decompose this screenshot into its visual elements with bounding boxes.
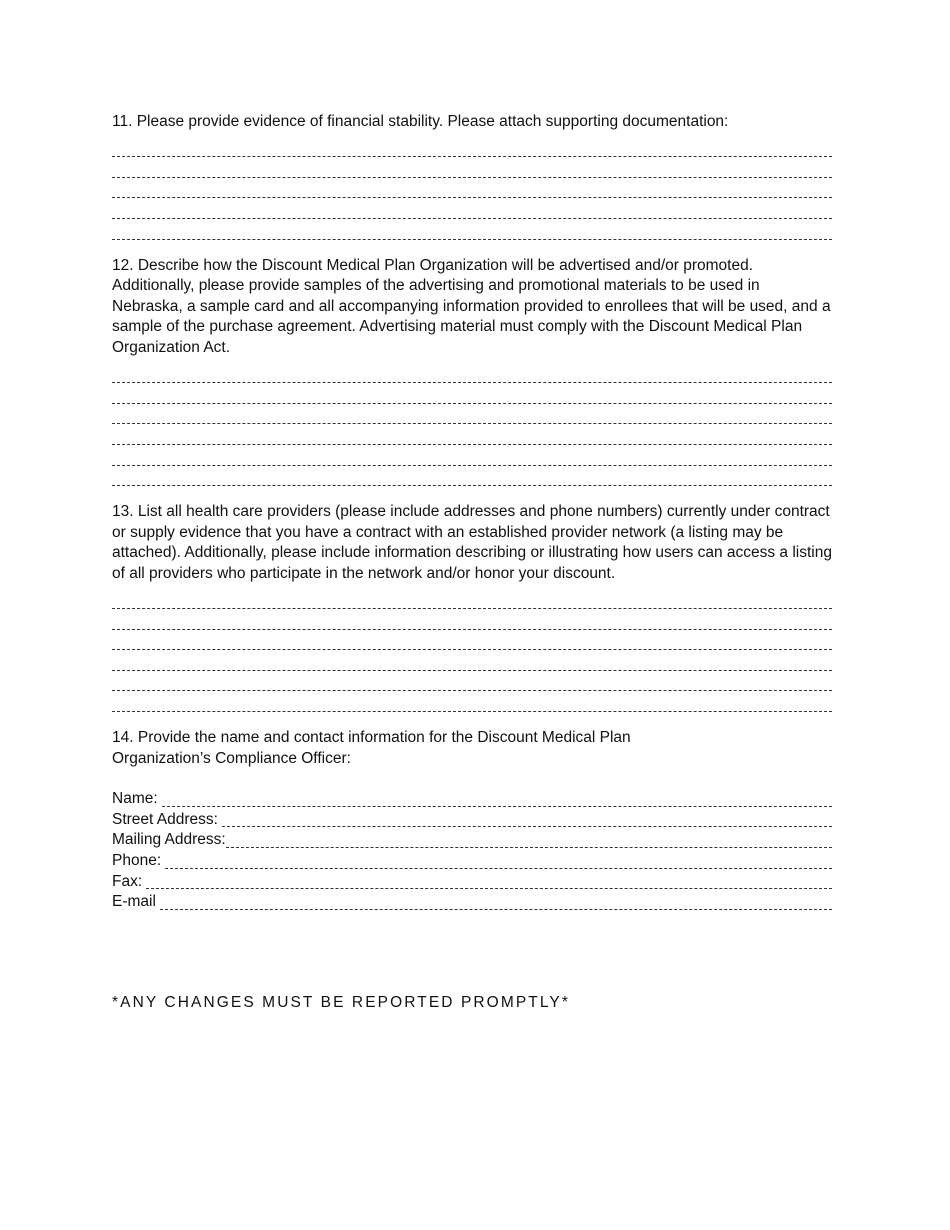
- email-label: E-mail: [112, 893, 156, 911]
- answer-line[interactable]: [112, 588, 832, 609]
- name-field[interactable]: [112, 789, 832, 810]
- answer-line[interactable]: [112, 404, 832, 425]
- mailing-address-field[interactable]: [112, 830, 832, 851]
- street-address-field[interactable]: [112, 810, 832, 831]
- name-label: Name:: [112, 790, 158, 808]
- answer-line[interactable]: [112, 466, 832, 487]
- answer-line[interactable]: [112, 178, 832, 199]
- answer-line[interactable]: [112, 363, 832, 384]
- answer-line[interactable]: [112, 137, 832, 158]
- mailing-address-input-line[interactable]: [226, 847, 832, 848]
- phone-field[interactable]: [112, 851, 832, 872]
- answer-line[interactable]: [112, 609, 832, 630]
- answer-line[interactable]: [112, 198, 832, 219]
- email-input-line[interactable]: [160, 909, 832, 910]
- phone-input-line[interactable]: [165, 868, 832, 869]
- answer-line[interactable]: [112, 157, 832, 178]
- spacer: [112, 240, 832, 256]
- fax-input-line[interactable]: [146, 888, 832, 889]
- answer-line[interactable]: [112, 650, 832, 671]
- form-page: [112, 112, 832, 913]
- street-address-input-line[interactable]: [222, 826, 832, 827]
- spacer: [112, 712, 832, 728]
- question-12-answer-area[interactable]: [112, 363, 832, 487]
- answer-line[interactable]: [112, 445, 832, 466]
- answer-line[interactable]: [112, 383, 832, 404]
- answer-line[interactable]: [112, 424, 832, 445]
- street-address-label: Street Address:: [112, 810, 218, 828]
- answer-line[interactable]: [112, 691, 832, 712]
- name-input-line[interactable]: [162, 806, 832, 807]
- phone-label: Phone:: [112, 852, 162, 869]
- question-13-text: 13. List all health care providers (please include addresses and phone numbers) currently under contract or supply evidence that you have a contract with an established provider network (a listing may be attached). Additionally, please include information describing or illustrating how users can access a listing of all providers who participate in the network and/or honor your discount.: [112, 503, 832, 582]
- question-12-text: 12. Describe how the Discount Medical Plan Organization will be advertised and/or promoted. Additionally, please provide samples of the advertising and promotional materials to be used in Nebraska, a sample card and all accompanying information provided to enrollees that will be used, and a sample of the purchase agreement. Advertising material must comply with the Discount Medical Plan Organization Act.: [112, 256, 831, 356]
- question-11-text: 11. Please provide evidence of financial stability. Please attach supporting documentation:: [112, 113, 729, 130]
- mailing-address-label: Mailing Address:: [112, 831, 226, 849]
- spacer: [112, 486, 832, 502]
- answer-line[interactable]: [112, 219, 832, 240]
- fax-field[interactable]: [112, 872, 832, 893]
- question-13-answer-area[interactable]: [112, 588, 832, 712]
- answer-line[interactable]: [112, 630, 832, 651]
- question-11-answer-area[interactable]: [112, 137, 832, 240]
- compliance-officer-fields: [112, 789, 832, 913]
- email-field[interactable]: [112, 892, 832, 913]
- answer-line[interactable]: [112, 671, 832, 692]
- fax-label: Fax:: [112, 872, 143, 890]
- changes-notice: *ANY CHANGES MUST BE REPORTED PROMPTLY*: [112, 994, 571, 1011]
- question-14-text: 14. Provide the name and contact information for the Discount Medical Plan Organization’s Compliance Officer:: [112, 729, 631, 767]
